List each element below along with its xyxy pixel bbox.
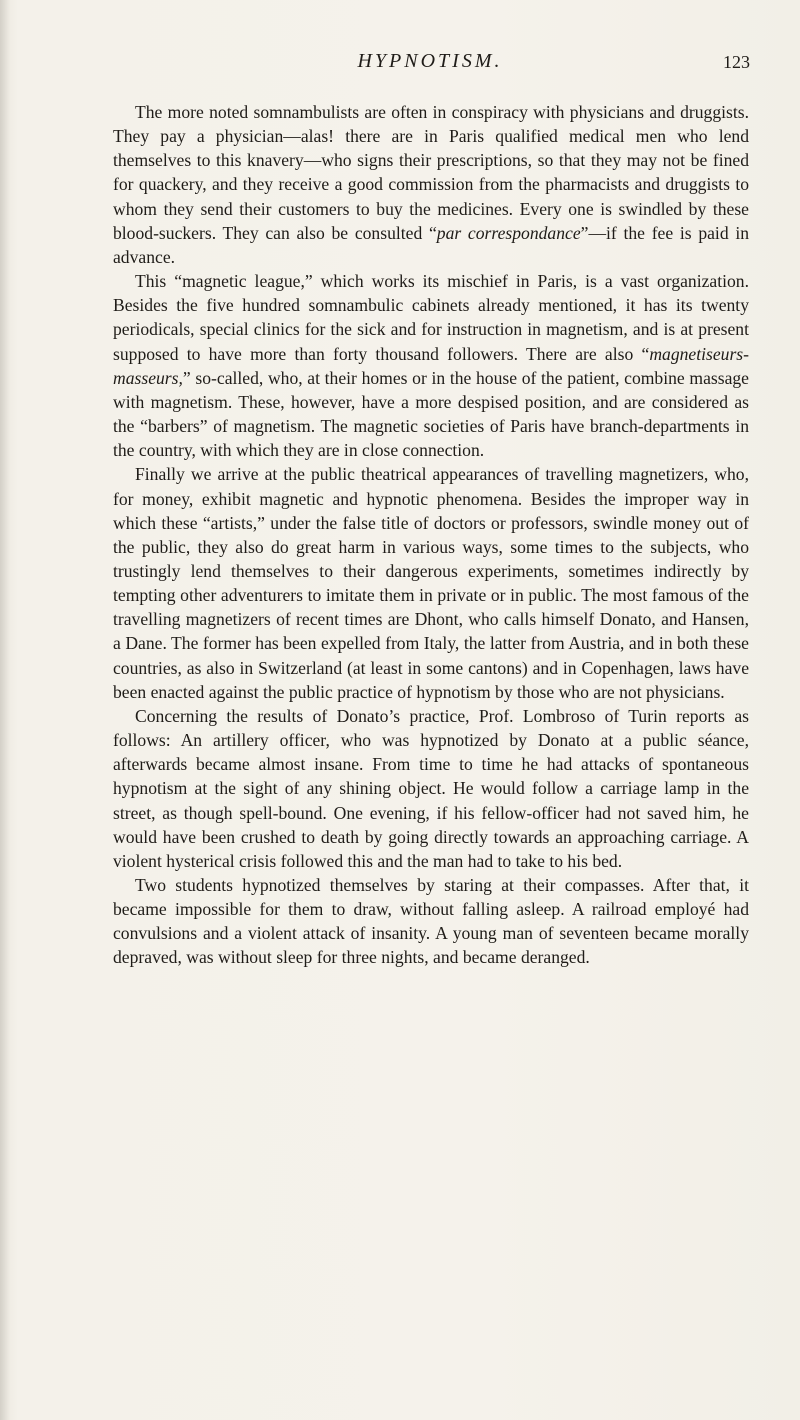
text-segment: ”—if the fee is paid in advance.: [113, 222, 750, 267]
paragraph: [113, 462, 749, 704]
text-segment: Concerning the results of Donato’s practice, Prof. Lombroso of Turin reports as follows: An artillery officer, who was hypnotized by Donato at a public séance, afterwards became almost insane. From time to time he had attacks of spontaneous hypnotism at the sight of any shining object. He would follow a carriage lamp in the street, as though spell-bound. One evening, if his fellow-officer had not saved him, he would have been crushed to death by going directly towards an approaching carriage. A violent hysterical crisis followed this and the man had to take to his bed.: [113, 705, 749, 871]
paragraph: [113, 269, 749, 462]
paragraph: [113, 100, 749, 269]
spine-shadow: [0, 0, 10, 1420]
body-text: [113, 100, 749, 970]
text-segment: Two students hypnotized themselves by staring at their compasses. After that, it became impossible for them to draw, without falling asleep. A railroad employé had convulsions and a violent attack of insanity. A young man of seventeen became morally depraved, was without sleep for three nights, and became deranged.: [113, 875, 749, 968]
running-head: [110, 50, 750, 80]
page-number: 123: [723, 52, 750, 72]
text-segment: The more noted somnambulists are often in conspiracy with physicians and druggists. They pay a physician—alas! there are in Paris qualified medical men who lend themselves to this knavery—who signs their prescriptions, so that they may not be fined for quackery, and they receive a good commission from the pharmacists and druggists to whom they send their customers to buy the medicines. Every one is swindled by these blood-suckers. They can also be consulted “: [113, 102, 749, 243]
text-segment: Finally we arrive at the public theatrical appearances of travelling magnetizers, who, for money, exhibit magnetic and hypnotic phenomena. Besides the improper way in which these “artists,” under the false title of doctors or professors, swindle money out of the public, they also do great harm in various ways, some times to the subjects, who trustingly lend themselves to their dangerous experiments, sometimes indirectly by tempting other adventurers to imitate them in private or in public. The most famous of the travelling magnetizers of recent times are Dhont, who calls himself Donato, and Hansen, a Dane. The former has been expelled from Italy, the latter from Austria, and in both these countries, as also in Switzerland (at least in some cantons) and in Copenhagen, laws have been enacted against the public practice of hypnotism by those who are not physicians.: [113, 464, 749, 702]
paragraph: [113, 704, 749, 873]
italic-text-segment: magnetiseurs-masseurs,: [113, 343, 749, 388]
text-segment: This “magnetic league,” which works its mischief in Paris, is a vast organization. Besides the five hundred somnambulic cabinets already mentioned, it has its twenty periodicals, special clinics for the sick and for instruction in magnetism, and is at present supposed to have more than forty thousand followers. There are also “: [113, 271, 749, 364]
running-title: HYPNOTISM.: [357, 50, 503, 72]
italic-text-segment: par correspondance: [436, 222, 581, 243]
paragraph: [113, 873, 749, 970]
text-segment: ” so-called, who, at their homes or in the house of the patient, combine massage with magnetism. These, however, have a more despised position, and are considered as the “barbers” of magnetism. The magnetic societies of Paris have branch-departments in the country, with which they are in close connection.: [113, 367, 749, 461]
